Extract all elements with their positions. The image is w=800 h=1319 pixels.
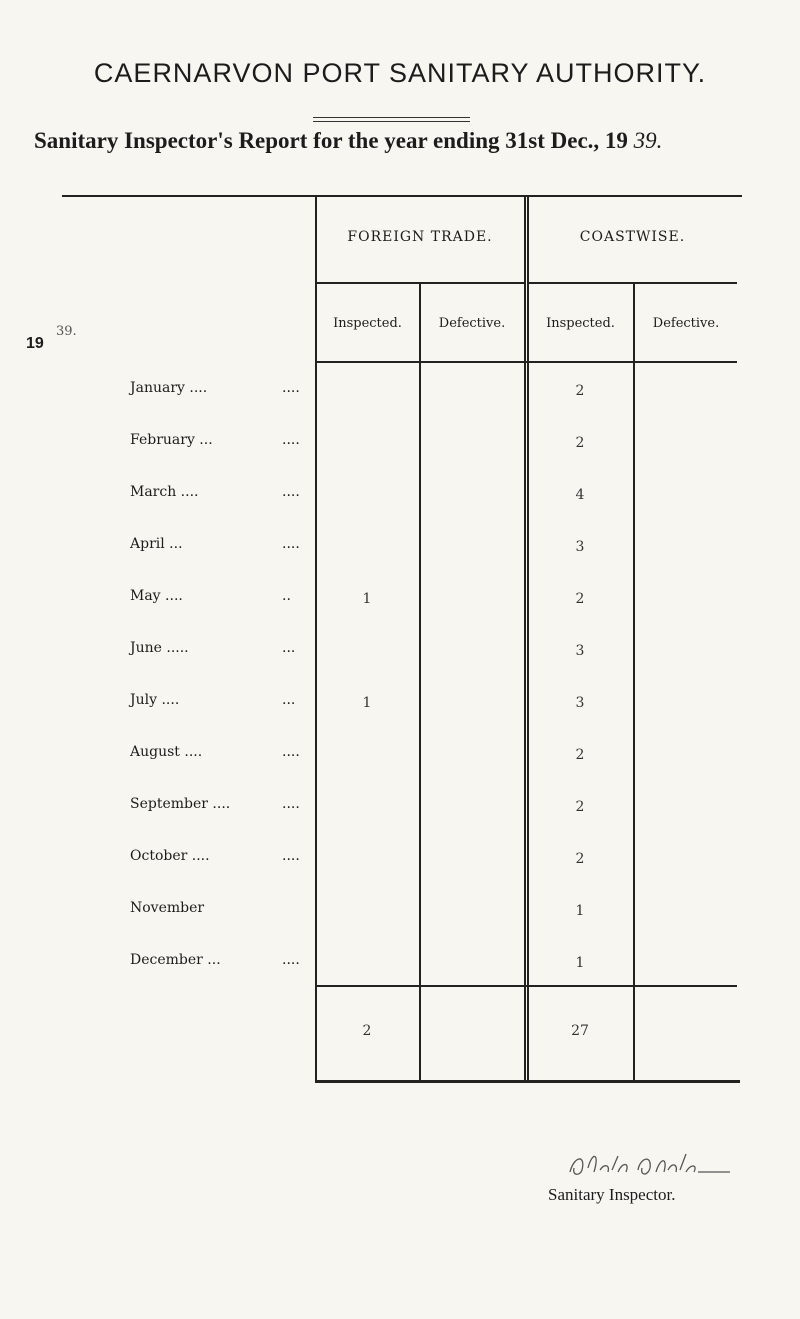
table-row: [130, 796, 315, 812]
month-label: August ....: [130, 744, 203, 760]
foreign-defective-header: Defective.: [438, 316, 506, 331]
month-label: July ....: [130, 692, 180, 708]
table-top-rule: [62, 195, 742, 197]
col-divider: [524, 195, 526, 1082]
leader-dots: ....: [282, 744, 300, 760]
table-row: [130, 692, 315, 708]
table-row: [130, 640, 315, 656]
table-row: [130, 744, 315, 760]
coast-sub-rule: [527, 282, 737, 284]
cell-coast-inspected: 3: [575, 695, 585, 711]
report-subtitle: [34, 128, 662, 154]
subtitle-text: Sanitary Inspector's Report for the year ending 31st Dec., 19: [34, 128, 628, 153]
signatory-title: Sanitary Inspector.: [548, 1185, 676, 1204]
total-coast-inspected: 27: [571, 1023, 589, 1039]
totals-top-rule: [315, 985, 737, 987]
year-label: 19: [26, 335, 44, 352]
leader-dots: ....: [282, 848, 300, 864]
cell-coast-inspected: 2: [575, 435, 585, 451]
cell-coast-inspected: 2: [575, 799, 585, 815]
month-label: February ...: [130, 432, 213, 448]
foreign-inspected-header: Inspected.: [333, 316, 402, 331]
leader-dots: ....: [282, 796, 300, 812]
month-label: December ...: [130, 952, 221, 968]
cell-foreign-inspected: 1: [362, 591, 372, 607]
leader-dots: ..: [282, 588, 291, 604]
leader-dots: ....: [282, 952, 300, 968]
leader-dots: ....: [282, 380, 300, 396]
foreign-trade-header: FOREIGN TRADE.: [347, 229, 493, 245]
month-label: June .....: [130, 640, 189, 656]
table-row: [130, 588, 315, 604]
inspector-signature: [560, 1146, 740, 1182]
cell-coast-inspected: 2: [575, 851, 585, 867]
subtitle-year: 39.: [633, 128, 663, 153]
leader-dots: ....: [282, 432, 300, 448]
table-row: [130, 848, 315, 864]
leader-dots: ....: [282, 484, 300, 500]
coast-defective-header: Defective.: [652, 316, 720, 331]
cell-coast-inspected: 3: [575, 643, 585, 659]
table-row: [130, 484, 315, 500]
cell-foreign-inspected: 1: [362, 695, 372, 711]
month-label: April ...: [130, 536, 183, 552]
table-row: [130, 432, 315, 448]
month-label: October ....: [130, 848, 210, 864]
cell-coast-inspected: 2: [575, 591, 585, 607]
month-label: September ....: [130, 796, 231, 812]
coastwise-header: COASTWISE.: [579, 229, 686, 245]
cell-coast-inspected: 2: [575, 383, 585, 399]
document-title: CAERNARVON PORT SANITARY AUTHORITY.: [93, 58, 707, 88]
table-row: [130, 380, 315, 396]
month-label: November: [130, 900, 205, 916]
month-label: May ....: [130, 588, 183, 604]
col-divider: [419, 282, 421, 1082]
decorative-rule: [313, 121, 470, 122]
table-row: [130, 900, 315, 916]
cell-coast-inspected: 1: [575, 955, 585, 971]
cell-coast-inspected: 3: [575, 539, 585, 555]
coast-inspected-header: Inspected.: [546, 316, 615, 331]
table-row: [130, 952, 315, 968]
month-label: March ....: [130, 484, 199, 500]
header-bottom-rule: [315, 361, 737, 363]
table-row: [130, 536, 315, 552]
leader-dots: ...: [282, 692, 296, 708]
cell-coast-inspected: 4: [575, 487, 585, 503]
total-foreign-inspected: 2: [362, 1023, 372, 1039]
year-handwritten: 39.: [56, 324, 77, 339]
col-divider: [633, 282, 635, 1082]
decorative-rule: [313, 117, 470, 118]
month-label: January ....: [130, 380, 208, 396]
cell-coast-inspected: 2: [575, 747, 585, 763]
leader-dots: ...: [282, 640, 296, 656]
leader-dots: ....: [282, 536, 300, 552]
cell-coast-inspected: 1: [575, 903, 585, 919]
